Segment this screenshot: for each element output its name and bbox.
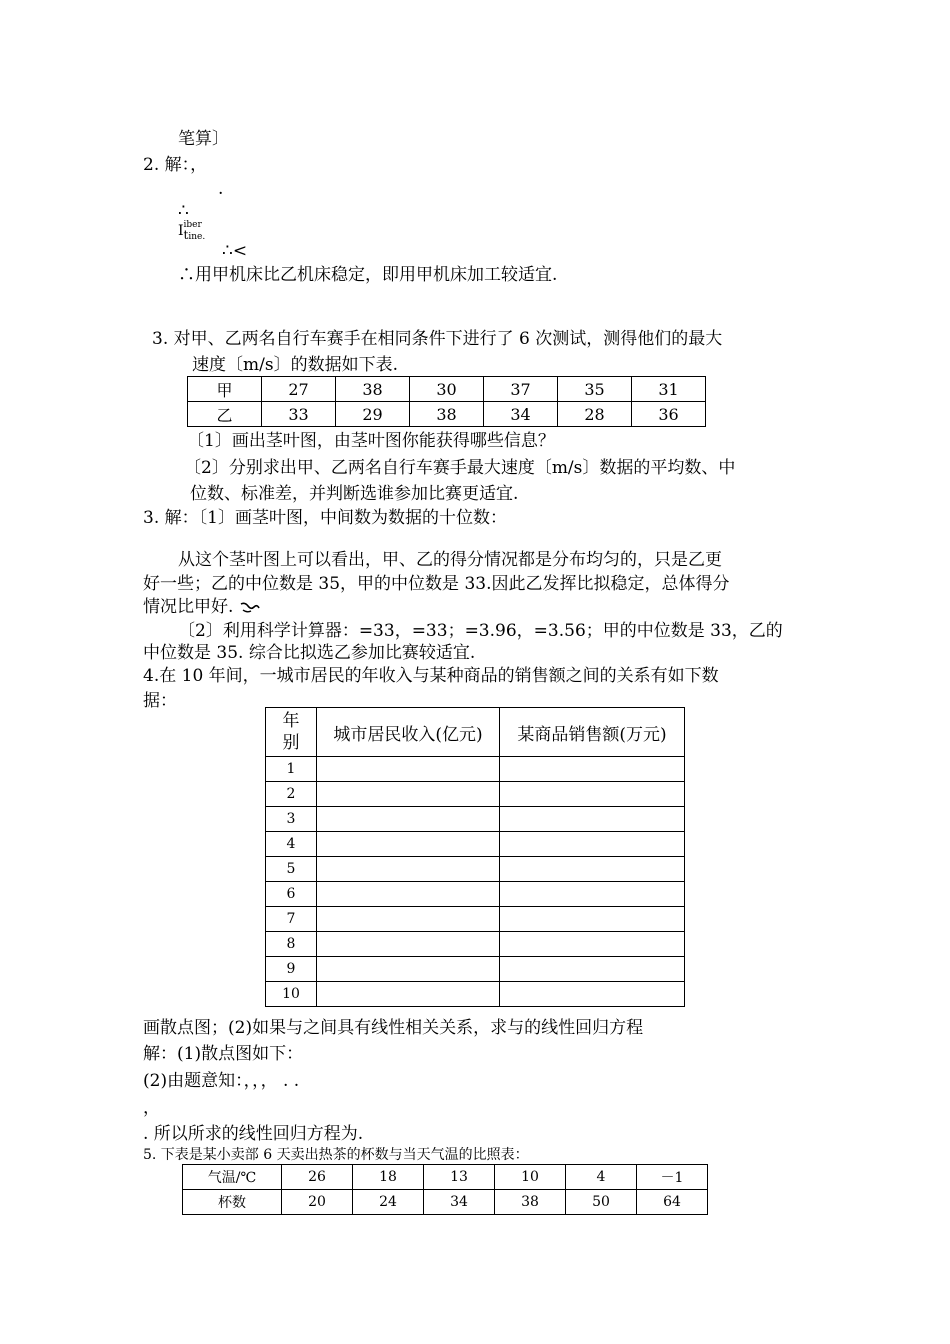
text-line: 〔2〕利用科学计算器：=33，=33；=3.96，=3.56；甲的中位数是 33，乙的 <box>178 621 783 641</box>
table-cell: 杯数 <box>183 1190 282 1215</box>
table-cell <box>317 807 500 832</box>
text-line: 画散点图；(2)如果与之间具有线性相关关系，求与的线性回归方程 <box>143 1018 644 1038</box>
table-cell: 4 <box>266 832 317 857</box>
table-cell: 6 <box>266 882 317 907</box>
text-line: ∴用甲机床比乙机床稳定，即用甲机床加工较适宜. <box>178 265 558 285</box>
text-line: ∴ <box>178 201 189 221</box>
table-cell: 27 <box>262 377 336 402</box>
table-row <box>266 832 685 857</box>
table-cell <box>317 932 500 957</box>
income-sales-table <box>265 707 685 1007</box>
table-cell: 30 <box>410 377 484 402</box>
table-row <box>266 782 685 807</box>
temperature-tea-table <box>182 1164 708 1215</box>
text-line: 位数、标准差，并判断选谁参加比赛更适宜. <box>190 484 519 504</box>
table-row <box>266 957 685 982</box>
table-cell: 7 <box>266 907 317 932</box>
table-cell <box>317 882 500 907</box>
text-line: 速度〔m/s〕的数据如下表. <box>192 355 398 375</box>
formula-stack <box>184 220 206 242</box>
table-row <box>266 907 685 932</box>
header-year-text: 年别 <box>282 711 300 753</box>
text-line: 好一些；乙的中位数是 35，甲的中位数是 33.因此乙发挥比拟稳定，总体得分 <box>143 574 730 594</box>
table-cell: 26 <box>282 1165 353 1190</box>
text-line: 〔2〕分别求出甲、乙两名自行车赛手最大速度〔m/s〕数据的平均数、中 <box>184 458 736 478</box>
table-row <box>266 982 685 1007</box>
table-header-cell: 某商品销售额(万元) <box>500 708 685 757</box>
table-cell <box>500 807 685 832</box>
table-cell <box>500 957 685 982</box>
table-row <box>183 1190 708 1215</box>
table-cell: 33 <box>262 402 336 427</box>
text-line: 解：(1)散点图如下： <box>143 1044 304 1064</box>
table-cell: 1 <box>266 757 317 782</box>
table-cell <box>317 857 500 882</box>
text-line: 从这个茎叶图上可以看出，甲、乙的得分情况都是分布均匀的，只是乙更 <box>178 550 722 570</box>
table-cell: 38 <box>410 402 484 427</box>
text-line: 笔算〕 <box>178 129 229 149</box>
table-cell: －1 <box>637 1165 708 1190</box>
squiggle-icon <box>239 601 261 615</box>
table-row <box>183 1165 708 1190</box>
table-cell <box>500 982 685 1007</box>
table-cell: 24 <box>353 1190 424 1215</box>
table-cell: 50 <box>566 1190 637 1215</box>
table-cell: 20 <box>282 1190 353 1215</box>
table-header-row <box>266 708 685 757</box>
text-line <box>143 596 261 618</box>
table-cell <box>317 957 500 982</box>
text-line: 中位数是 35. 综合比拟选乙参加比赛较适宜. <box>143 643 476 663</box>
formula-end: . <box>202 232 206 242</box>
table-row <box>266 807 685 832</box>
question-4: 4.在 10 年间，一城市居民的年收入与某种商品的销售额之间的关系有如下数 <box>143 666 719 686</box>
table-cell <box>500 757 685 782</box>
table-header-cell: 城市居民收入(亿元) <box>317 708 500 757</box>
table-cell: 34 <box>424 1190 495 1215</box>
answer-3: 3. 解：〔1〕画茎叶图，中间数为数据的十位数： <box>143 508 507 528</box>
table-cell <box>317 832 500 857</box>
table-cell: 31 <box>632 377 706 402</box>
table-cell <box>500 882 685 907</box>
text-line: 〔1〕画出茎叶图，由茎叶图你能获得哪些信息？ <box>187 431 555 451</box>
formula-sub <box>184 230 206 242</box>
table-cell: 29 <box>336 402 410 427</box>
table-cell: 10 <box>495 1165 566 1190</box>
table-row <box>266 932 685 957</box>
formula-main: I <box>178 223 184 239</box>
table-cell: 5 <box>266 857 317 882</box>
table-row <box>266 882 685 907</box>
formula-sub-letter: t <box>183 228 189 242</box>
table-cell: 13 <box>424 1165 495 1190</box>
table-cell <box>500 782 685 807</box>
table-cell: 34 <box>484 402 558 427</box>
table-cell: 4 <box>566 1165 637 1190</box>
text-line: . <box>218 179 224 199</box>
table-cell: 35 <box>558 377 632 402</box>
table-cell: 2 <box>266 782 317 807</box>
table-cell: 气温/℃ <box>183 1165 282 1190</box>
text-line: ， <box>143 1098 160 1118</box>
table-cell: 28 <box>558 402 632 427</box>
table-cell <box>500 932 685 957</box>
table-cell: 37 <box>484 377 558 402</box>
text-line: 据： <box>143 691 177 711</box>
table-cell: 甲 <box>188 377 262 402</box>
table-cell <box>317 982 500 1007</box>
table-header-cell <box>266 708 317 757</box>
table-row <box>266 757 685 782</box>
speed-table <box>187 376 706 427</box>
formula-sup: iber <box>183 220 202 230</box>
table-cell <box>317 782 500 807</box>
table-cell: 乙 <box>188 402 262 427</box>
table-cell <box>500 857 685 882</box>
table-cell <box>317 757 500 782</box>
question-3: 3. 对甲、乙两名自行车赛手在相同条件下进行了 6 次测试，测得他们的最大 <box>152 329 723 349</box>
table-cell: 36 <box>632 402 706 427</box>
table-cell: 10 <box>266 982 317 1007</box>
question-5: 5. 下表是某小卖部 6 天卖出热茶的杯数与当天气温的比照表： <box>143 1147 529 1163</box>
table-cell: 64 <box>637 1190 708 1215</box>
table-cell: 8 <box>266 932 317 957</box>
table-row <box>266 857 685 882</box>
text-line: ∴< <box>222 241 248 261</box>
text-fragment: 情况比甲好. <box>143 597 234 617</box>
table-cell <box>317 907 500 932</box>
text-line: (2)由题意知：，，， . . <box>143 1071 300 1091</box>
formula-sub-rest: ine <box>188 232 203 242</box>
text-line: . 所以所求的线性回归方程为. <box>143 1124 364 1144</box>
table-row <box>188 377 706 402</box>
table-cell: 38 <box>495 1190 566 1215</box>
table-cell: 9 <box>266 957 317 982</box>
table-cell: 3 <box>266 807 317 832</box>
text-line: 2. 解：， <box>143 155 208 175</box>
table-cell <box>500 832 685 857</box>
table-cell <box>500 907 685 932</box>
table-cell: 38 <box>336 377 410 402</box>
table-row <box>188 402 706 427</box>
formula-fragment <box>178 220 205 242</box>
table-cell: 18 <box>353 1165 424 1190</box>
